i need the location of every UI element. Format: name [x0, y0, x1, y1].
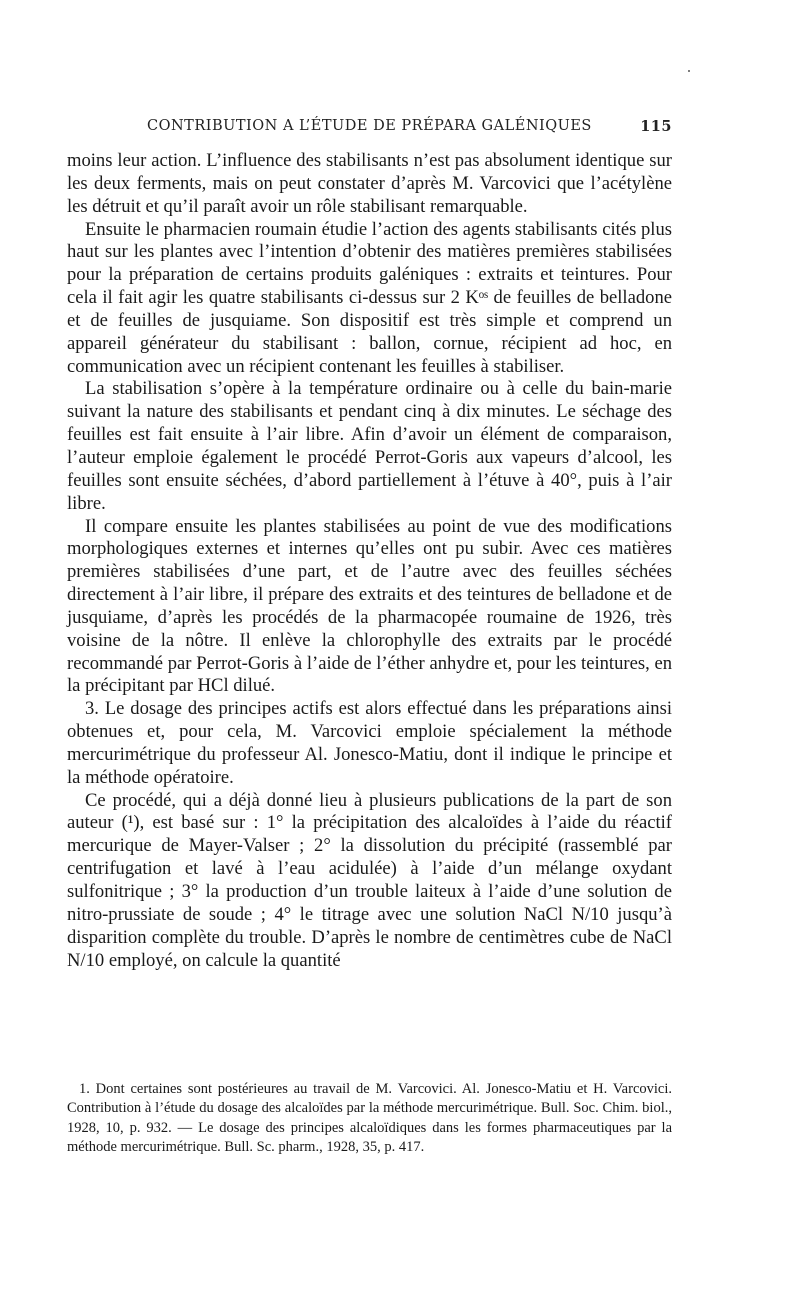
page-number: 115: [640, 118, 672, 135]
paragraph: Il compare ensuite les plantes stabilisées au point de vue des modifications morphologiques externes et internes qu’elles ont pu subir. Avec ces matières premières stabilisées d’une part, et de l’autre avec des feuilles séchées directement à l’air libre, il prépare des extraits et des teintures de belladone et de jusquiame, d’après les procédés de la pharmacopée roumaine de 1926, très voisine de la nôtre. Il enlève la chlorophylle des extraits par le procédé recommandé par Perrot-Goris à l’aide de l’éther anhydre et, pour les teintures, en la précipitant par HCl dilué.: [67, 515, 672, 697]
scan-speck: [688, 70, 690, 72]
paragraph: 3. Le dosage des principes actifs est alors effectué dans les préparations ainsi obtenues et, pour cela, M. Varcovici emploie spécialement la méthode mercurimétrique du professeur Al. Jonesco-Matiu, dont il indique le principe et la méthode opératoire.: [67, 698, 672, 788]
running-title: CONTRIBUTION A L’ÉTUDE DE PRÉPARA GALÉNIQUES: [147, 118, 592, 134]
paragraph: Ce procédé, qui a déjà donné lieu à plusieurs publications de la part de son auteur (¹), est basé sur : 1° la précipitation des alcaloïdes à l’aide du réactif mercurique de Mayer-Valser ; 2° la dissolution du précipité (rassemblé par centrifugation et lavé à l’eau acidulée) à l’aide d’un mélange oxydant sulfonitrique ; 3° la production d’un trouble laiteux à l’aide d’une solution de nitro-prussiate de soude ; 4° le titrage avec une solution NaCl N/10 jusqu’à disparition complète du trouble. D’après le nombre de centimètres cube de NaCl N/10 employé, on calcule la quantité: [67, 789, 672, 971]
paragraph: Ensuite le pharmacien roumain étudie l’action des agents stabilisants cités plus haut sur les plantes avec l’intention d’obtenir des matières premières stabilisées pour la préparation de certains produits galéniques : extraits et teintures. Pour cela il fait agir les quatre stabilisants ci-dessus sur 2 Kᵒˢ de feuilles de belladone et de feuilles de jusquiame. Son dispositif est très simple et comprend un appareil générateur du stabilisant : ballon, cornue, récipient ad hoc, en communication avec un récipient contenant les feuilles à stabiliser.: [67, 218, 672, 377]
footnote: 1. Dont certaines sont postérieures au travail de M. Varcovici. Al. Jonesco-Matiu et H. Varcovici. Contribution à l’étude du dosage des alcaloïdes par la méthode mercurimétrique. Bull. Soc. Chim. biol., 1928, 10, p. 932. — Le dosage des principes alcaloïdiques dans les formes pharmaceutiques par la méthode mercurimétrique. Bull. Sc. pharm., 1928, 35, p. 417.: [67, 1081, 672, 1156]
running-header: [67, 118, 672, 138]
paragraph: moins leur action. L’influence des stabilisants n’est pas absolument identique sur les deux ferments, mais on peut constater d’après M. Varcovici que l’acétylène les détruit et qu’il paraît avoir un rôle stabilisant remarquable.: [67, 150, 672, 217]
paragraph: La stabilisation s’opère à la température ordinaire ou à celle du bain-marie suivant la nature des stabilisants et pendant cinq à dix minutes. Le séchage des feuilles est fait ensuite à l’air libre. Afin d’avoir un élément de comparaison, l’auteur emploie également le procédé Perrot-Goris aux vapeurs d’alcool, les feuilles sont ensuite séchées, d’abord partiellement à l’étuve à 40°, puis à l’air libre.: [67, 378, 672, 514]
main-text: [67, 150, 672, 972]
footnotes: [67, 1080, 672, 1158]
